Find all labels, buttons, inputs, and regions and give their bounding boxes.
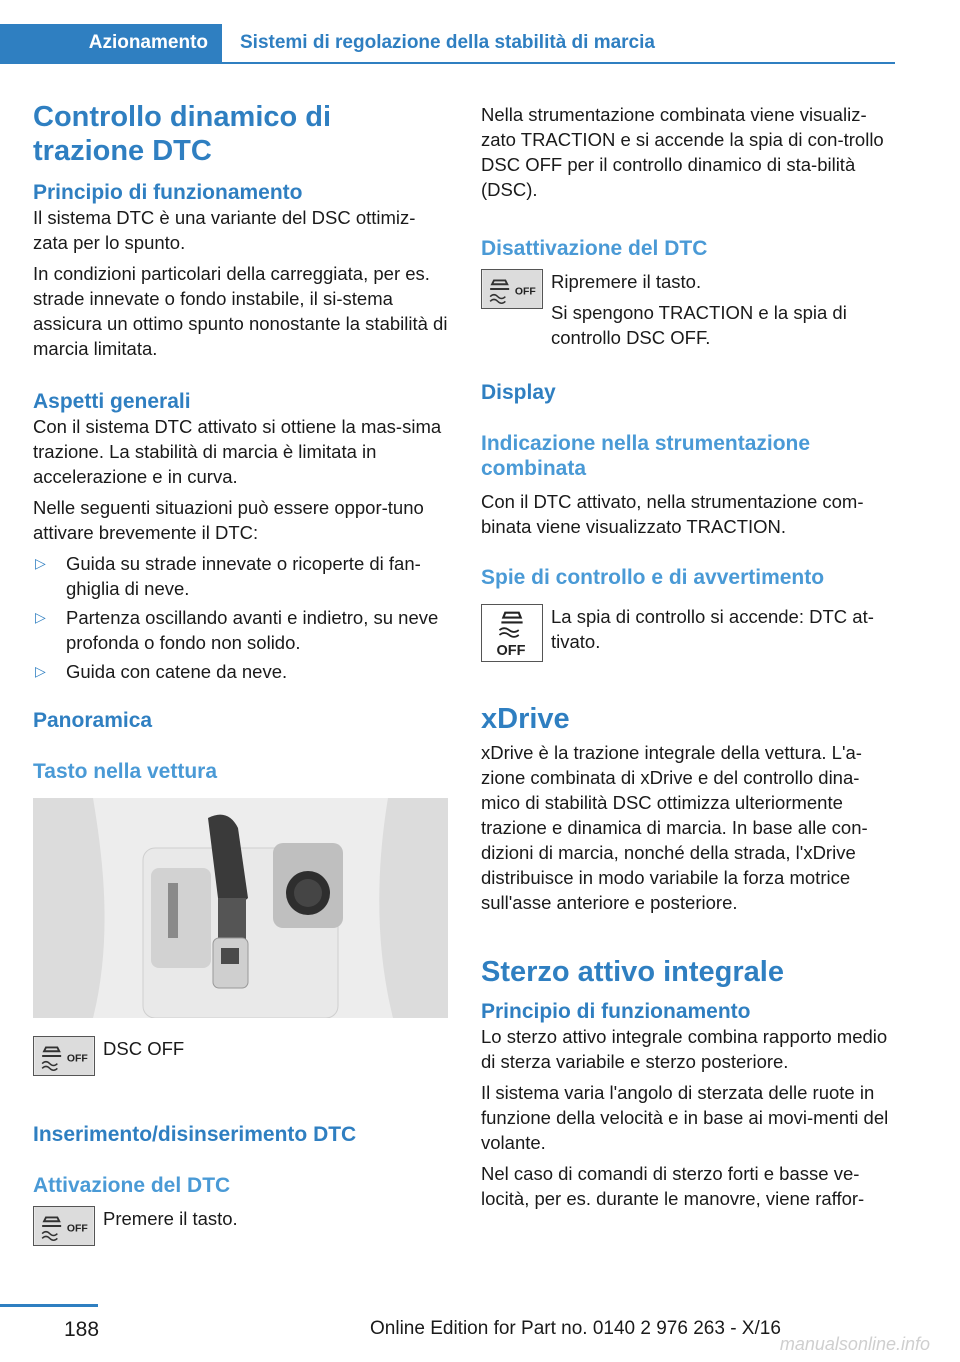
dsc-off-button-icon [33,1036,95,1076]
list-item: ▷ Partenza oscillando avanti e indietro, su neve profonda o fondo non solido. [35,607,439,653]
dsc-off-button-icon [481,269,543,309]
text-spia: La spia di controllo si accende: DTC at-tivato. [551,606,874,652]
page-number: 188 [64,1318,100,1341]
para-sterzo-1: Lo sterzo attivo integrale combina rapporto medio di sterza variabile e sterzo posteriore. [481,1026,888,1072]
triangle-bullet-icon: ▷ [35,609,46,625]
page-footer [0,1304,960,1362]
heading-xdrive: xDrive [481,703,570,735]
para-principio-1: Il sistema DTC è una variante del DSC ottimiz-zata per lo spunto. [33,207,416,253]
svg-text:OFF: OFF [496,643,526,660]
center-console-illustration [33,798,448,1018]
left-column [33,100,448,1268]
heading-panoramica: Panoramica [33,709,153,732]
heading-principio: Principio di funzionamento [33,181,303,204]
para-principio-2: In condizioni particolari della carreggiata, per es. strade innevate o fondo instabile, il si-stema assicura un ottimo spunto nonostante la stabilità di marcia limitata. [33,263,448,359]
text-si-spengono: Si spengono TRACTION e la spia di controllo DSC OFF. [551,302,847,348]
heading-spie: Spie di controllo e di avvertimento [481,566,825,589]
para-aspetti-2: Nelle seguenti situazioni può essere oppor-tuno attivare brevemente il DTC: [33,497,424,543]
dsc-off-button-icon [33,1206,95,1246]
heading-sterzo: Sterzo attivo integrale [481,956,784,988]
svg-text:OFF: OFF [66,1223,88,1235]
text-ripremere: Ripremere il tasto. [551,271,702,292]
heading-indicazione: Indicazione nella strumentazione combinata [481,432,811,480]
heading-inserimento: Inserimento/disinserimento DTC [33,1123,357,1146]
footer-rule [0,1304,98,1307]
heading-sterzo-principio: Principio di funzionamento [481,1000,751,1023]
triangle-bullet-icon: ▷ [35,555,46,571]
console-photo [33,798,448,1018]
chapter-title[interactable]: Sistemi di regolazione della stabilità di marcia [240,32,655,53]
attivazione-row [33,1206,448,1268]
section-tab[interactable]: Azionamento [0,24,222,62]
para-sterzo-2: Il sistema varia l'angolo di sterzata delle ruote in funzione della velocità e in base ai movi-menti del volante. [481,1082,889,1153]
disattivazione-row [481,269,896,350]
heading-disattivazione: Disattivazione del DTC [481,237,708,260]
edition-line: Online Edition for Part no. 0140 2 976 263 - X/16 [370,1318,781,1339]
heading-display: Display [481,381,556,404]
para-continuation: Nella strumentazione combinata viene visualiz-zato TRACTION e si accende la spia di con-trollo DSC OFF per il controllo dinamico di sta-bilità (DSC). [481,104,884,200]
spie-row [481,604,896,666]
para-xdrive: xDrive è la trazione integrale della vettura. L'a-zione combinata di xDrive e del controllo dina-mico di stabilità DSC ottimizza ulteriormente trazione e dinamica di marcia. In base alle con-dizioni di marcia, nonché della strada, l'xDrive distribuisce in modo variabile la forza motrice sull'asse anteriore e posteriore. [481,742,868,913]
right-column [481,102,896,1211]
caption-dsc-off: DSC OFF [103,1038,185,1059]
list-item: ▷ Guida su strade innevate o ricoperte di fan-ghiglia di neve. [35,553,421,599]
heading-attivazione: Attivazione del DTC [33,1174,231,1197]
watermark: manualsonline.info [779,1334,930,1354]
heading-dtc: Controllo dinamico di trazione DTC [33,101,332,167]
text-attivazione: Premere il tasto. [103,1208,238,1229]
triangle-bullet-icon: ▷ [35,663,46,679]
traction-warning-light-icon [481,604,543,662]
para-display: Con il DTC attivato, nella strumentazione com-binata viene visualizzato TRACTION. [481,491,864,537]
heading-aspetti: Aspetti generali [33,390,191,413]
list-item: ▷ Guida con catene da neve. [35,661,288,682]
situations-list [33,551,448,684]
svg-text:OFF: OFF [66,1053,88,1065]
svg-text:OFF: OFF [514,286,536,298]
page-header [0,24,895,64]
heading-tasto: Tasto nella vettura [33,760,217,783]
para-aspetti-1: Con il sistema DTC attivato si ottiene la mas-sima trazione. La stabilità di marcia è limitata in accelerazione e in curva. [33,416,442,487]
para-sterzo-3: Nel caso di comandi di sterzo forti e basse ve-locità, per es. durante le manovre, viene raffor- [481,1163,865,1209]
dsc-off-caption-row [33,1036,448,1098]
